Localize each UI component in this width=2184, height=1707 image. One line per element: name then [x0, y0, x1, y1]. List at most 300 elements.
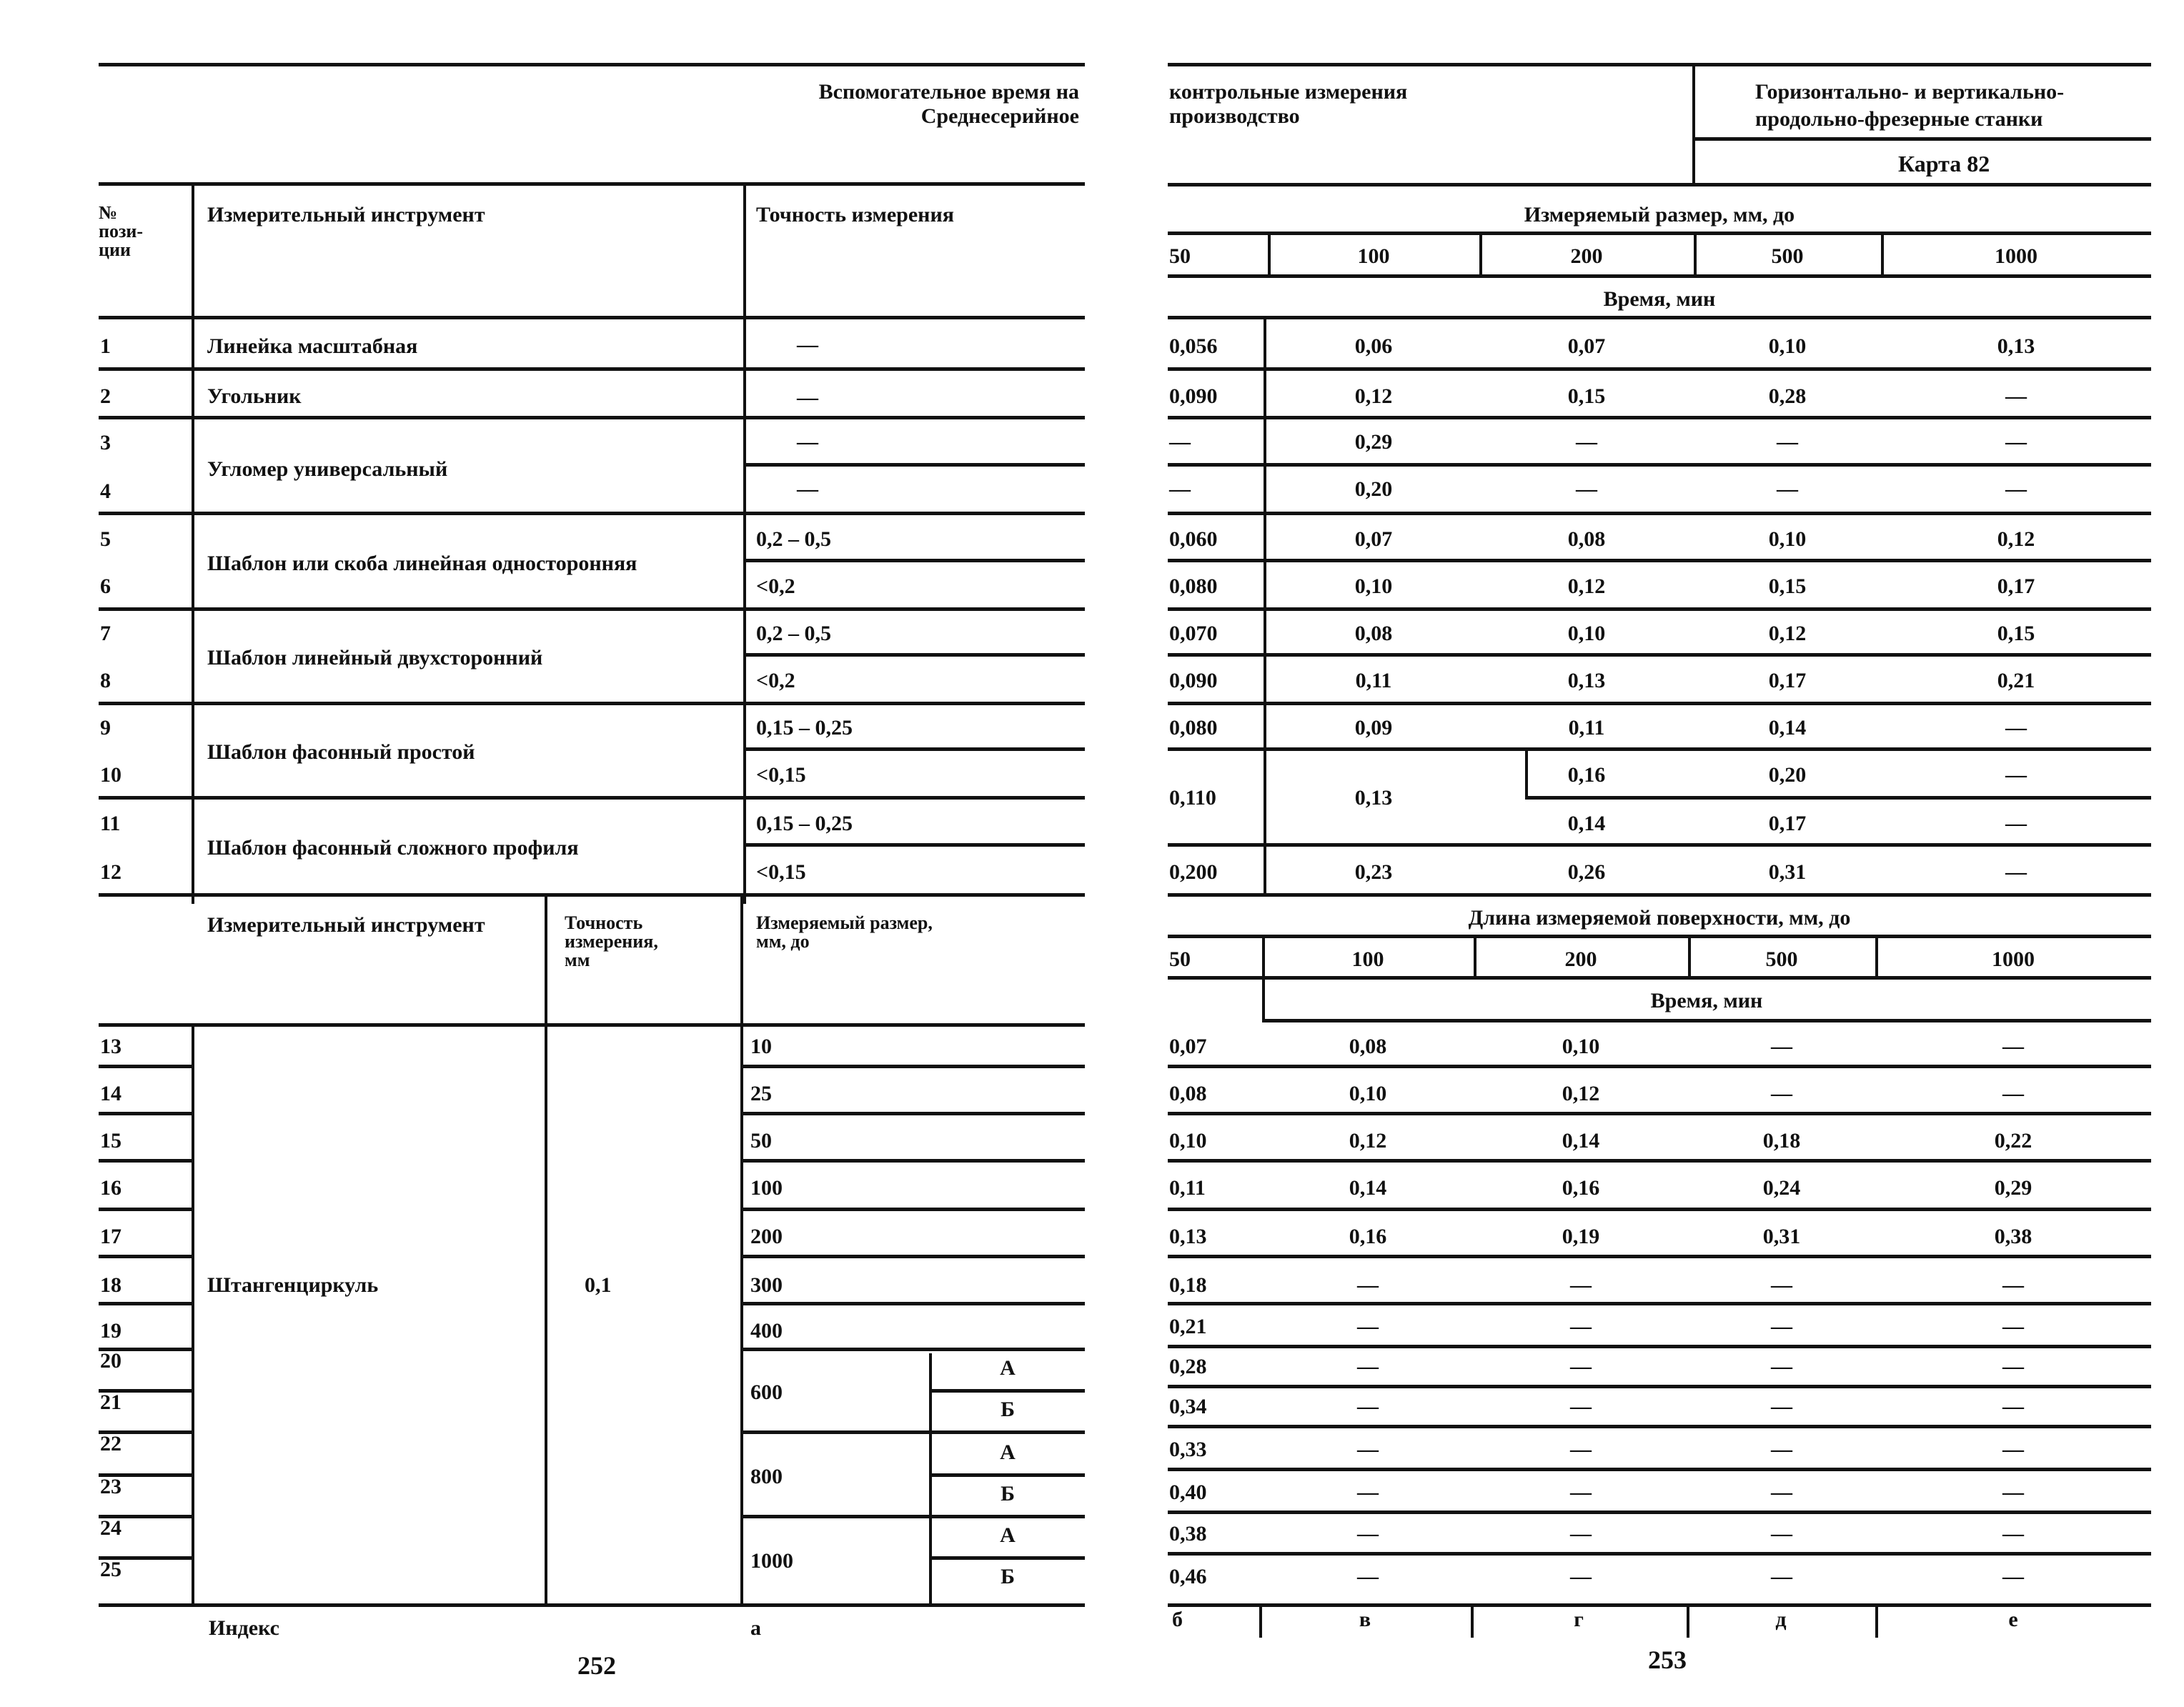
time-value: — — [1169, 430, 1191, 454]
rule — [1168, 1065, 2151, 1068]
time-value: — — [1570, 1438, 1592, 1461]
rule — [1168, 702, 2151, 705]
rule — [929, 1556, 1085, 1560]
rule — [1168, 976, 2151, 980]
time-value: 0,38 — [1994, 1225, 2032, 1248]
time-value: 0,28 — [1768, 384, 1807, 408]
time-value: 0,13 — [1354, 786, 1393, 810]
time-value: 0,15 — [1997, 622, 2035, 645]
rule — [929, 1473, 1085, 1477]
time-value: — — [1357, 1355, 1379, 1378]
time-value: — — [2005, 430, 2027, 454]
col-header-accuracy: мм — [565, 950, 590, 970]
rule — [1525, 796, 2151, 800]
size-value: 400 — [750, 1319, 783, 1343]
col-divider — [1474, 935, 1476, 977]
right-header-left-line1: контрольные измерения — [1169, 80, 1408, 104]
time-value: — — [2002, 1035, 2024, 1058]
time-value: 0,10 — [1562, 1035, 1600, 1058]
instrument-name: Шаблон линейный двухсторонний — [207, 646, 543, 670]
time-value: — — [1570, 1315, 1592, 1338]
time-value: 0,070 — [1169, 622, 1218, 645]
index-label: Индекс — [209, 1616, 279, 1640]
row-num: 24 — [100, 1516, 121, 1540]
time-value: 0,29 — [1994, 1176, 2032, 1200]
accuracy-value: 0,1 — [585, 1273, 612, 1297]
time-value: 0,056 — [1169, 334, 1218, 358]
size-header: 500 — [1765, 947, 1798, 971]
time-value: 0,07 — [1567, 334, 1606, 358]
col-header-size: мм, до — [756, 931, 810, 952]
col-header-accuracy: измерения, — [565, 931, 658, 952]
size-value: 800 — [750, 1465, 783, 1488]
rule — [1168, 1159, 2151, 1163]
col-header-instrument: Измерительный инструмент — [207, 913, 485, 937]
time-value: 0,17 — [1768, 812, 1807, 835]
row-num: 10 — [100, 763, 121, 787]
col-header-num: ции — [99, 239, 131, 260]
size-header: 50 — [1169, 947, 1191, 971]
col-divider — [1479, 232, 1482, 274]
index-letter: б — [1172, 1608, 1183, 1631]
size-header: 50 — [1169, 244, 1191, 268]
size-value: 50 — [750, 1129, 772, 1153]
time-value: — — [2002, 1565, 2024, 1588]
time-value: — — [1169, 477, 1191, 501]
rule — [1168, 1302, 2151, 1305]
time-value: — — [1576, 477, 1597, 501]
time-value: — — [1570, 1355, 1592, 1378]
rule — [99, 416, 1085, 419]
time-value: 0,22 — [1994, 1129, 2032, 1153]
sub-mark: Б — [1001, 1482, 1015, 1506]
time-value: — — [1357, 1395, 1379, 1418]
size-header: 1000 — [1995, 244, 2037, 268]
col-divider — [192, 1023, 194, 1606]
time-value: 0,18 — [1169, 1273, 1207, 1297]
sub-mark: А — [1000, 1523, 1016, 1547]
left-header-line1: Вспомогательное время на — [818, 80, 1079, 104]
time-value: 0,24 — [1762, 1176, 1801, 1200]
col-divider — [740, 893, 743, 1606]
time-value: 0,090 — [1169, 669, 1218, 692]
rule — [740, 1515, 1085, 1518]
time-value: 0,21 — [1169, 1315, 1207, 1338]
rule — [1262, 1019, 2151, 1022]
rule — [99, 367, 1085, 371]
rule — [1168, 316, 2151, 319]
time-value: — — [1771, 1355, 1792, 1378]
time-value: 0,080 — [1169, 716, 1218, 740]
time-value: 0,08 — [1169, 1082, 1207, 1105]
row-num: 8 — [100, 669, 111, 692]
accuracy-value: 0,15 – 0,25 — [756, 812, 853, 835]
time-value: 0,14 — [1768, 716, 1807, 740]
table-title: Измеряемый размер, мм, до — [1524, 203, 1795, 227]
accuracy-value: — — [797, 386, 818, 409]
rule — [99, 1208, 192, 1211]
time-value: — — [1357, 1273, 1379, 1297]
time-label: Время, мин — [1650, 989, 1763, 1012]
row-num: 18 — [100, 1273, 121, 1297]
time-value: — — [2005, 716, 2027, 740]
time-value: 0,06 — [1354, 334, 1393, 358]
row-num: 7 — [100, 622, 111, 645]
time-value: 0,080 — [1169, 574, 1218, 598]
time-value: 0,11 — [1169, 1176, 1206, 1200]
time-value: — — [1357, 1480, 1379, 1504]
row-num: 3 — [100, 431, 111, 454]
size-value: 1000 — [750, 1549, 793, 1573]
accuracy-value: 0,2 – 0,5 — [756, 622, 831, 645]
time-value: — — [1771, 1082, 1792, 1105]
time-value: — — [1771, 1565, 1792, 1588]
instrument-name: Угольник — [207, 384, 302, 408]
time-value: — — [1570, 1395, 1592, 1418]
row-num: 6 — [100, 574, 111, 598]
time-value: 0,21 — [1997, 669, 2035, 692]
time-value: 0,16 — [1349, 1225, 1387, 1248]
rule — [740, 1302, 1085, 1305]
time-value: — — [2005, 860, 2027, 884]
size-header: 100 — [1351, 947, 1384, 971]
time-value: 0,17 — [1768, 669, 1807, 692]
rule — [99, 512, 1085, 515]
rule — [929, 1389, 1085, 1393]
rule — [99, 1255, 192, 1258]
row-num: 23 — [100, 1475, 121, 1498]
right-header-right-line1: Горизонтально- и вертикально- — [1755, 80, 2065, 104]
index-letter: е — [2008, 1608, 2018, 1631]
col-divider — [1262, 935, 1265, 977]
rule — [99, 702, 1085, 705]
accuracy-value: 0,15 – 0,25 — [756, 716, 853, 740]
size-value: 300 — [750, 1273, 783, 1297]
time-value: — — [1576, 430, 1597, 454]
rule — [1168, 183, 2151, 186]
rule — [743, 559, 1085, 562]
time-value: 0,20 — [1354, 477, 1393, 501]
rule — [1168, 367, 2151, 371]
time-value: 0,33 — [1169, 1438, 1207, 1461]
card-number: Карта 82 — [1898, 151, 1990, 176]
row-num: 4 — [100, 479, 111, 503]
time-value: 0,08 — [1349, 1035, 1387, 1058]
time-value: 0,10 — [1354, 574, 1393, 598]
time-value: — — [2005, 763, 2027, 787]
rule — [1168, 274, 2151, 278]
time-value: 0,12 — [1768, 622, 1807, 645]
time-value: — — [2002, 1438, 2024, 1461]
time-value: 0,10 — [1349, 1082, 1387, 1105]
size-value: 25 — [750, 1082, 772, 1105]
time-value: 0,16 — [1567, 763, 1606, 787]
page-number: 252 — [577, 1651, 616, 1680]
col-header-accuracy: Точность измерения — [756, 203, 954, 227]
time-value: — — [1771, 1315, 1792, 1338]
rule — [1168, 1385, 2151, 1388]
rule — [1168, 1255, 2151, 1258]
row-num: 2 — [100, 384, 111, 408]
col-divider — [545, 893, 547, 1606]
page-number: 253 — [1648, 1646, 1687, 1674]
sub-mark: А — [1000, 1440, 1016, 1464]
rule — [743, 747, 1085, 751]
rule — [740, 1065, 1085, 1068]
rule — [99, 1603, 1085, 1607]
time-value: 0,14 — [1562, 1129, 1600, 1153]
sub-mark: Б — [1001, 1565, 1015, 1588]
time-value: 0,07 — [1169, 1035, 1207, 1058]
time-value: — — [1357, 1565, 1379, 1588]
time-value: — — [2002, 1355, 2024, 1378]
time-value: 0,19 — [1562, 1225, 1600, 1248]
time-value: — — [1357, 1438, 1379, 1461]
rule — [99, 1112, 192, 1115]
time-value: 0,15 — [1567, 384, 1606, 408]
instrument-name: Линейка масштабная — [207, 334, 418, 358]
size-value: 600 — [750, 1380, 783, 1404]
accuracy-value: — — [797, 333, 818, 357]
time-value: — — [1570, 1273, 1592, 1297]
time-value: 0,15 — [1768, 574, 1807, 598]
sub-mark: Б — [1001, 1398, 1015, 1421]
rule — [1168, 1511, 2151, 1514]
time-value: 0,23 — [1354, 860, 1393, 884]
rule — [99, 182, 1085, 186]
row-num: 9 — [100, 716, 111, 740]
row-num: 5 — [100, 527, 111, 551]
size-header: 200 — [1564, 947, 1597, 971]
rule — [1168, 1208, 2151, 1211]
row-num: 13 — [100, 1035, 121, 1058]
time-value: 0,16 — [1562, 1176, 1600, 1200]
time-value: 0,31 — [1768, 860, 1807, 884]
time-value: 0,29 — [1354, 430, 1393, 454]
time-value: 0,14 — [1567, 812, 1606, 835]
rule — [740, 1208, 1085, 1211]
time-value: — — [2002, 1273, 2024, 1297]
time-value: 0,14 — [1349, 1176, 1387, 1200]
time-value: 0,18 — [1762, 1129, 1801, 1153]
time-value: — — [1570, 1480, 1592, 1504]
time-value: 0,12 — [1567, 574, 1606, 598]
time-value: 0,13 — [1997, 334, 2035, 358]
time-value: 0,12 — [1997, 527, 2035, 551]
time-value: 0,40 — [1169, 1480, 1207, 1504]
time-value: — — [2002, 1082, 2024, 1105]
index-letter: в — [1359, 1608, 1371, 1631]
accuracy-value: <0,2 — [756, 574, 795, 598]
time-value: 0,13 — [1567, 669, 1606, 692]
time-value: — — [1777, 430, 1798, 454]
rule — [740, 1255, 1085, 1258]
time-label: Время, мин — [1603, 287, 1716, 311]
time-value: 0,07 — [1354, 527, 1393, 551]
col-divider — [1881, 232, 1884, 274]
time-value: — — [1771, 1480, 1792, 1504]
col-header-instrument: Измерительный инструмент — [207, 203, 485, 227]
size-header: 500 — [1771, 244, 1804, 268]
time-value: 0,11 — [1355, 669, 1392, 692]
time-value: 0,110 — [1169, 786, 1216, 810]
index-letter: г — [1574, 1608, 1584, 1631]
time-value: — — [1771, 1438, 1792, 1461]
rule — [1168, 463, 2151, 467]
accuracy-value: <0,15 — [756, 860, 806, 884]
time-value: 0,38 — [1169, 1522, 1207, 1546]
rule — [1168, 1603, 2151, 1607]
rule — [1168, 1112, 2151, 1115]
time-value: — — [1357, 1522, 1379, 1546]
time-value: — — [1771, 1273, 1792, 1297]
rule — [1168, 893, 2151, 897]
time-value: 0,10 — [1768, 334, 1807, 358]
time-value: 0,34 — [1169, 1395, 1207, 1418]
rule — [743, 653, 1085, 657]
col-header-num: № — [99, 202, 118, 223]
row-num: 14 — [100, 1082, 121, 1105]
time-value: — — [1357, 1315, 1379, 1338]
row-num: 12 — [100, 860, 121, 884]
time-value: — — [2002, 1395, 2024, 1418]
right-header-right-line2: продольно-фрезерные станки — [1755, 107, 2043, 131]
rule — [1168, 416, 2151, 419]
rule — [99, 1065, 192, 1068]
instrument-name: Шаблон фасонный сложного профиля — [207, 836, 579, 860]
rule — [740, 1348, 1085, 1351]
row-num: 1 — [100, 334, 111, 358]
row-num: 15 — [100, 1129, 121, 1153]
time-value: 0,11 — [1568, 716, 1605, 740]
rule — [99, 63, 1085, 66]
time-value: 0,12 — [1562, 1082, 1600, 1105]
sub-mark: А — [1000, 1356, 1016, 1380]
rule — [1168, 935, 2151, 938]
row-num: 11 — [100, 812, 121, 835]
col-header-size: Измеряемый размер, — [756, 912, 933, 933]
time-value: 0,46 — [1169, 1565, 1207, 1588]
rule — [99, 607, 1085, 611]
size-value: 10 — [750, 1035, 772, 1058]
size-header: 1000 — [1992, 947, 2035, 971]
time-value: 0,09 — [1354, 716, 1393, 740]
time-value: — — [1771, 1035, 1792, 1058]
row-num: 19 — [100, 1319, 121, 1343]
rule — [1168, 747, 2151, 751]
time-value: — — [2005, 812, 2027, 835]
col-divider — [1692, 63, 1695, 184]
index-letter: д — [1775, 1608, 1787, 1631]
col-divider — [1875, 935, 1878, 977]
time-value: — — [2002, 1480, 2024, 1504]
rule — [740, 1159, 1085, 1163]
size-header: 100 — [1357, 244, 1390, 268]
time-value: 0,17 — [1997, 574, 2035, 598]
rule — [99, 796, 1085, 800]
col-header-num: пози- — [99, 221, 144, 242]
time-value: — — [1771, 1395, 1792, 1418]
left-header-line2: Среднесерийное — [920, 104, 1079, 128]
time-value: 0,08 — [1354, 622, 1393, 645]
time-value: 0,10 — [1169, 1129, 1207, 1153]
time-value: 0,26 — [1567, 860, 1606, 884]
rule — [99, 316, 1085, 319]
time-value: — — [1777, 477, 1798, 501]
rule — [1168, 1552, 2151, 1556]
accuracy-value: 0,2 – 0,5 — [756, 527, 831, 551]
rule — [99, 1023, 1085, 1027]
instrument-name: Штангенциркуль — [207, 1273, 379, 1297]
rule — [1168, 63, 2151, 66]
rule — [1168, 1468, 2151, 1471]
time-value: — — [1570, 1522, 1592, 1546]
accuracy-value: — — [797, 430, 818, 454]
col-header-accuracy: Точность — [565, 912, 643, 933]
accuracy-value: <0,2 — [756, 669, 795, 692]
rule — [99, 1159, 192, 1163]
time-value: — — [1771, 1522, 1792, 1546]
time-value: 0,090 — [1169, 384, 1218, 408]
instrument-name: Шаблон фасонный простой — [207, 740, 475, 764]
time-value: — — [2005, 477, 2027, 501]
time-value: 0,20 — [1768, 763, 1807, 787]
time-value: 0,10 — [1567, 622, 1606, 645]
rule — [740, 1112, 1085, 1115]
row-num: 22 — [100, 1432, 121, 1455]
time-value: — — [2002, 1315, 2024, 1338]
time-value: 0,10 — [1768, 527, 1807, 551]
rule — [1168, 512, 2151, 515]
time-value: 0,31 — [1762, 1225, 1801, 1248]
rule — [1168, 607, 2151, 611]
col-divider — [1264, 316, 1266, 893]
rule — [99, 893, 1085, 897]
time-value: 0,08 — [1567, 527, 1606, 551]
size-value: 200 — [750, 1225, 783, 1248]
size-header: 200 — [1570, 244, 1603, 268]
row-num: 25 — [100, 1558, 121, 1581]
time-value: 0,200 — [1169, 860, 1218, 884]
time-value: — — [2002, 1522, 2024, 1546]
right-header-left-line2: производство — [1169, 104, 1300, 128]
time-value: — — [1570, 1565, 1592, 1588]
index-value: а — [750, 1616, 761, 1640]
instrument-name: Шаблон или скоба линейная односторонняя — [207, 552, 637, 575]
time-value: 0,13 — [1169, 1225, 1207, 1248]
rule — [743, 463, 1085, 467]
rule — [1168, 843, 2151, 847]
time-value: 0,060 — [1169, 527, 1218, 551]
rule — [1168, 1345, 2151, 1348]
rule — [1168, 559, 2151, 562]
rule — [743, 843, 1085, 847]
row-num: 21 — [100, 1390, 121, 1414]
instrument-name: Угломер универсальный — [207, 457, 448, 481]
rule — [740, 1430, 1085, 1434]
rule — [1168, 653, 2151, 657]
time-value: — — [2005, 384, 2027, 408]
rule — [1692, 137, 2151, 141]
row-num: 20 — [100, 1349, 121, 1373]
rule — [1168, 1425, 2151, 1428]
rule — [1168, 232, 2151, 235]
time-value: 0,12 — [1349, 1129, 1387, 1153]
rule — [99, 1302, 192, 1305]
accuracy-value: — — [797, 477, 818, 501]
size-value: 100 — [750, 1176, 783, 1200]
time-value: 0,12 — [1354, 384, 1393, 408]
